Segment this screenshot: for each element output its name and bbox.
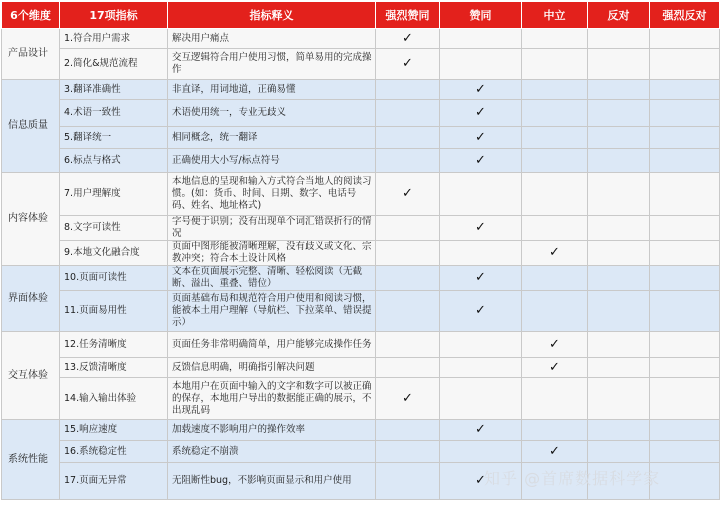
description-cell: 页面基础布局和规范符合用户使用和阅读习惯，能被本土用户理解（导航栏、下拉菜单、错误提示） bbox=[168, 291, 376, 332]
rating-cell bbox=[522, 216, 588, 241]
rating-cell bbox=[522, 29, 588, 49]
description-cell: 相同概念，统一翻译 bbox=[168, 127, 376, 149]
rating-cell bbox=[376, 332, 440, 358]
rating-cell bbox=[376, 378, 440, 420]
rating-cell bbox=[650, 49, 720, 80]
indicator-cell: 7.用户理解度 bbox=[60, 173, 168, 216]
indicator-cell: 12.任务清晰度 bbox=[60, 332, 168, 358]
table-row bbox=[2, 378, 720, 420]
rating-cell bbox=[522, 441, 588, 463]
description-cell: 非直译，用词地道，正确易懂 bbox=[168, 80, 376, 100]
rating-cell bbox=[440, 463, 522, 500]
description-cell: 加载速度不影响用户的操作效率 bbox=[168, 420, 376, 441]
description-cell: 术语使用统一，专业无歧义 bbox=[168, 100, 376, 127]
indicator-cell: 8.文字可读性 bbox=[60, 216, 168, 241]
description-cell: 字号便于识别；没有出现单个词汇错误折行的情况 bbox=[168, 216, 376, 241]
rating-cell bbox=[588, 291, 650, 332]
rating-cell bbox=[522, 100, 588, 127]
rating-cell bbox=[376, 127, 440, 149]
rating-cell bbox=[440, 358, 522, 378]
check-mark-icon: ✓ bbox=[475, 473, 486, 488]
rating-cell bbox=[376, 463, 440, 500]
indicator-cell: 6.标点与格式 bbox=[60, 149, 168, 173]
rating-cell bbox=[588, 358, 650, 378]
rating-cell bbox=[522, 358, 588, 378]
rating-cell bbox=[650, 358, 720, 378]
dimension-cell: 产品设计 bbox=[2, 29, 60, 80]
rating-cell bbox=[522, 80, 588, 100]
rating-cell bbox=[522, 241, 588, 266]
dimension-cell: 系统性能 bbox=[2, 420, 60, 500]
table-row bbox=[2, 266, 720, 291]
rating-cell bbox=[650, 441, 720, 463]
table-row bbox=[2, 358, 720, 378]
header-disagree: 反对 bbox=[588, 2, 650, 29]
rating-cell bbox=[522, 173, 588, 216]
rating-cell bbox=[440, 49, 522, 80]
header-strongly-agree: 强烈赞同 bbox=[376, 2, 440, 29]
rating-cell bbox=[376, 358, 440, 378]
dimension-cell: 交互体验 bbox=[2, 332, 60, 420]
rating-cell bbox=[376, 216, 440, 241]
rating-cell bbox=[588, 29, 650, 49]
table-row bbox=[2, 332, 720, 358]
rating-cell bbox=[588, 173, 650, 216]
rating-cell bbox=[440, 420, 522, 441]
rating-cell bbox=[440, 291, 522, 332]
rating-cell bbox=[440, 216, 522, 241]
rating-cell bbox=[588, 80, 650, 100]
rating-cell bbox=[440, 100, 522, 127]
table-row bbox=[2, 29, 720, 49]
check-mark-icon: ✓ bbox=[549, 443, 560, 459]
rating-cell bbox=[376, 441, 440, 463]
rating-cell bbox=[376, 149, 440, 173]
table-row bbox=[2, 127, 720, 149]
dimension-cell: 界面体验 bbox=[2, 266, 60, 332]
rating-cell bbox=[376, 29, 440, 49]
rating-cell bbox=[588, 100, 650, 127]
rating-cell bbox=[440, 441, 522, 463]
indicator-cell: 10.页面可读性 bbox=[60, 266, 168, 291]
rating-cell bbox=[376, 420, 440, 441]
rating-cell bbox=[440, 80, 522, 100]
rating-cell bbox=[588, 420, 650, 441]
rating-cell bbox=[650, 216, 720, 241]
header-indicator: 17项指标 bbox=[60, 2, 168, 29]
check-mark-icon: ✓ bbox=[475, 81, 486, 97]
description-cell: 本地信息的呈现和输入方式符合当地人的阅读习惯。(如：货币、时间、日期、数字、电话号码、姓名、地址格式) bbox=[168, 173, 376, 216]
description-cell: 交互逻辑符合用户使用习惯，简单易用的完成操作 bbox=[168, 49, 376, 80]
rating-cell bbox=[588, 216, 650, 241]
indicator-survey-table bbox=[1, 1, 720, 500]
rating-cell bbox=[588, 441, 650, 463]
check-mark-icon: ✓ bbox=[549, 336, 560, 352]
rating-cell bbox=[522, 463, 588, 500]
rating-cell bbox=[522, 291, 588, 332]
indicator-cell: 15.响应速度 bbox=[60, 420, 168, 441]
check-mark-icon: ✓ bbox=[475, 152, 486, 168]
dimension-cell: 内容体验 bbox=[2, 173, 60, 266]
table-row bbox=[2, 463, 720, 500]
rating-cell bbox=[650, 29, 720, 49]
indicator-cell: 5.翻译统一 bbox=[60, 127, 168, 149]
check-mark-icon: ✓ bbox=[475, 270, 486, 285]
rating-cell bbox=[650, 100, 720, 127]
indicator-cell: 16.系统稳定性 bbox=[60, 441, 168, 463]
table-row bbox=[2, 216, 720, 241]
rating-cell bbox=[440, 173, 522, 216]
rating-cell bbox=[650, 173, 720, 216]
rating-cell bbox=[650, 463, 720, 500]
rating-cell bbox=[650, 291, 720, 332]
rating-cell bbox=[376, 266, 440, 291]
rating-cell bbox=[440, 29, 522, 49]
description-cell: 本地用户在页面中输入的文字和数字可以被正确的保存，本地用户导出的数据能正确的展示，不出现乱码 bbox=[168, 378, 376, 420]
dimension-cell: 信息质量 bbox=[2, 80, 60, 173]
check-mark-icon: ✓ bbox=[402, 186, 413, 201]
rating-cell bbox=[588, 241, 650, 266]
table-row bbox=[2, 80, 720, 100]
check-mark-icon: ✓ bbox=[549, 245, 560, 260]
description-cell: 文本在页面展示完整、清晰、轻松阅读（无截断、溢出、重叠、错位） bbox=[168, 266, 376, 291]
check-mark-icon: ✓ bbox=[475, 129, 486, 145]
header-dimension: 6个维度 bbox=[2, 2, 60, 29]
header-agree: 赞同 bbox=[440, 2, 522, 29]
description-cell: 系统稳定不崩溃 bbox=[168, 441, 376, 463]
check-mark-icon: ✓ bbox=[475, 220, 486, 235]
check-mark-icon: ✓ bbox=[402, 56, 413, 71]
rating-cell bbox=[650, 80, 720, 100]
description-cell: 反馈信息明确，明确指引解决问题 bbox=[168, 358, 376, 378]
rating-cell bbox=[522, 420, 588, 441]
rating-cell bbox=[440, 127, 522, 149]
indicator-cell: 11.页面易用性 bbox=[60, 291, 168, 332]
rating-cell bbox=[650, 241, 720, 266]
rating-cell bbox=[376, 173, 440, 216]
rating-cell bbox=[650, 420, 720, 441]
rating-cell bbox=[522, 266, 588, 291]
check-mark-icon: ✓ bbox=[549, 359, 560, 375]
rating-cell bbox=[588, 49, 650, 80]
rating-cell bbox=[440, 241, 522, 266]
rating-cell bbox=[588, 332, 650, 358]
table-body bbox=[2, 29, 720, 500]
rating-cell bbox=[440, 332, 522, 358]
indicator-cell: 17.页面无异常 bbox=[60, 463, 168, 500]
table-header-row bbox=[2, 2, 720, 29]
rating-cell bbox=[376, 49, 440, 80]
rating-cell bbox=[440, 149, 522, 173]
rating-cell bbox=[440, 266, 522, 291]
table-row bbox=[2, 420, 720, 441]
check-mark-icon: ✓ bbox=[475, 303, 486, 318]
rating-cell bbox=[522, 149, 588, 173]
description-cell: 无阻断性bug，不影响页面显示和用户使用 bbox=[168, 463, 376, 500]
indicator-cell: 3.翻译准确性 bbox=[60, 80, 168, 100]
indicator-cell: 9.本地文化融合度 bbox=[60, 241, 168, 266]
rating-cell bbox=[650, 332, 720, 358]
rating-cell bbox=[376, 80, 440, 100]
table-row bbox=[2, 291, 720, 332]
rating-cell bbox=[588, 266, 650, 291]
rating-cell bbox=[522, 378, 588, 420]
table-row bbox=[2, 149, 720, 173]
rating-cell bbox=[650, 149, 720, 173]
rating-cell bbox=[650, 127, 720, 149]
rating-cell bbox=[376, 241, 440, 266]
rating-cell bbox=[588, 127, 650, 149]
rating-cell bbox=[650, 378, 720, 420]
indicator-cell: 13.反馈清晰度 bbox=[60, 358, 168, 378]
table-row bbox=[2, 49, 720, 80]
rating-cell bbox=[376, 291, 440, 332]
description-cell: 解决用户痛点 bbox=[168, 29, 376, 49]
check-mark-icon: ✓ bbox=[402, 30, 413, 46]
indicator-cell: 2.简化&规范流程 bbox=[60, 49, 168, 80]
rating-cell bbox=[588, 463, 650, 500]
rating-cell bbox=[588, 378, 650, 420]
rating-cell bbox=[522, 332, 588, 358]
rating-cell bbox=[522, 49, 588, 80]
indicator-cell: 14.输入输出体验 bbox=[60, 378, 168, 420]
rating-cell bbox=[522, 127, 588, 149]
indicator-cell: 1.符合用户需求 bbox=[60, 29, 168, 49]
check-mark-icon: ✓ bbox=[475, 422, 486, 437]
description-cell: 正确使用大小写/标点符号 bbox=[168, 149, 376, 173]
table-row bbox=[2, 100, 720, 127]
rating-cell bbox=[650, 266, 720, 291]
table-row bbox=[2, 241, 720, 266]
table-row bbox=[2, 441, 720, 463]
rating-cell bbox=[440, 378, 522, 420]
header-neutral: 中立 bbox=[522, 2, 588, 29]
rating-cell bbox=[376, 100, 440, 127]
check-mark-icon: ✓ bbox=[402, 390, 413, 406]
rating-cell bbox=[588, 149, 650, 173]
watermark: 知乎 @首席数据科学家 bbox=[484, 469, 661, 488]
check-mark-icon: ✓ bbox=[475, 105, 486, 120]
indicator-cell: 4.术语一致性 bbox=[60, 100, 168, 127]
description-cell: 页面任务非常明确简单，用户能够完成操作任务 bbox=[168, 332, 376, 358]
description-cell: 页面中图形能被清晰理解，没有歧义或文化、宗教冲突；符合本土设计风格 bbox=[168, 241, 376, 266]
header-strongly-disagree: 强烈反对 bbox=[650, 2, 720, 29]
header-description: 指标释义 bbox=[168, 2, 376, 29]
table-row bbox=[2, 173, 720, 216]
